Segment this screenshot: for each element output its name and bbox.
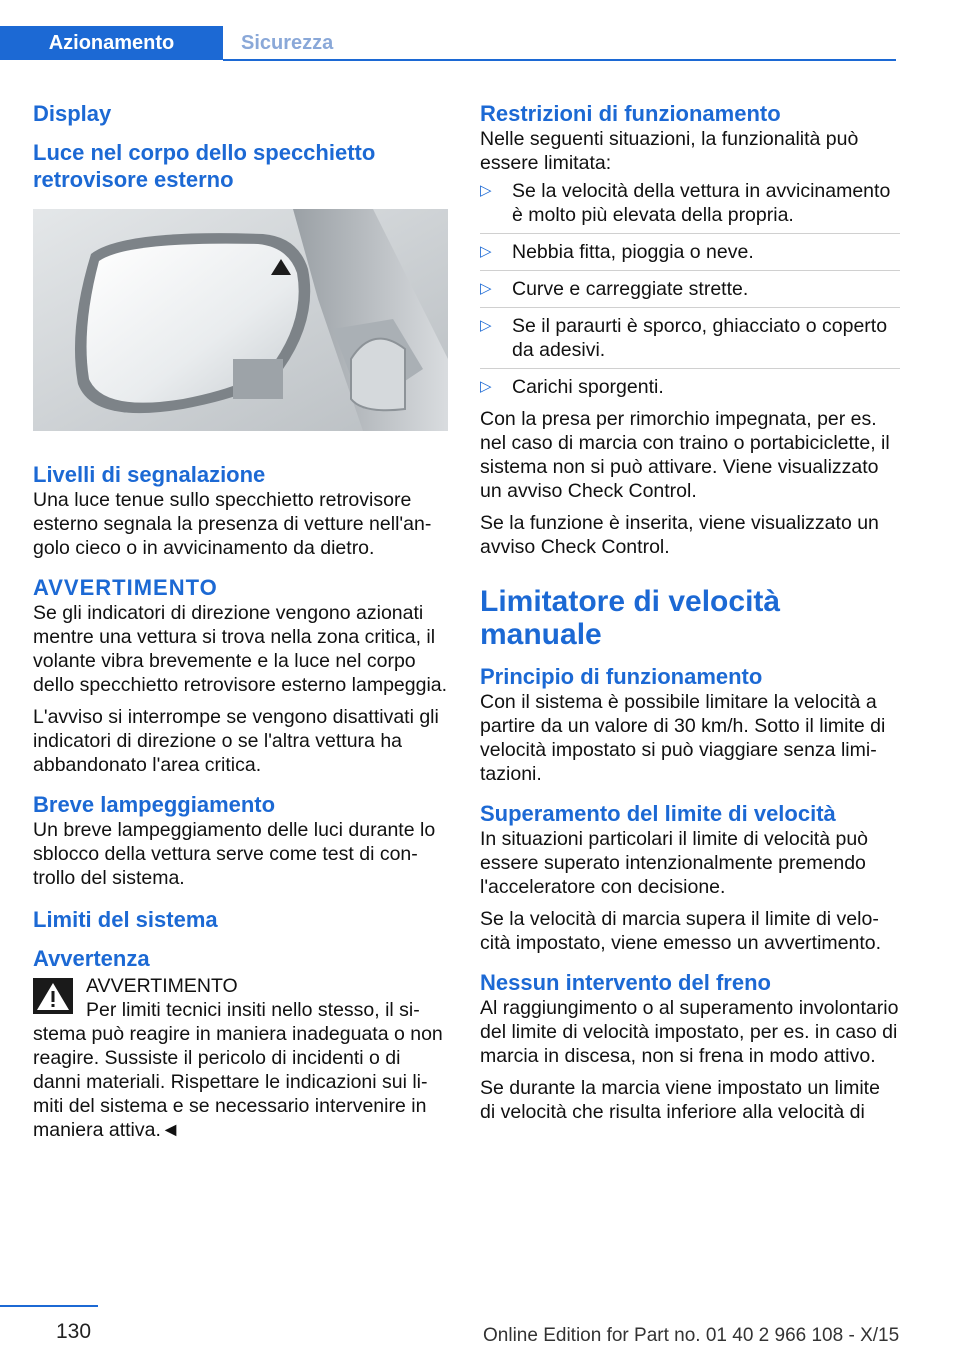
heading-levels: Livelli di segnalazione — [33, 462, 266, 487]
heading-restrictions: Restrizioni di funzionamento — [480, 101, 781, 126]
list-item: ▷ Curve e carreggiate strette. — [480, 278, 749, 300]
tab-sicurezza[interactable]: Sicurezza — [241, 31, 334, 54]
list-item: ▷ Se la velocità della vettura in avvicinamento è molto più elevata della propria. — [480, 180, 891, 226]
warning-box — [33, 974, 448, 998]
heading-mirror-light: Luce nel corpo dello specchietto retrovisore esterno — [33, 140, 376, 192]
heading-notice: Avvertenza — [33, 946, 150, 971]
text-trailer: Con la presa per rimorchio impegnata, per es. nel caso di marcia con traino o portabiciclette, il sistema non si può attivare. Viene visualizzato un avviso Check Control. — [480, 408, 890, 502]
heading-principle: Principio di funzionamento — [480, 664, 763, 689]
heading-limiter: Limitatore di velocità manuale — [480, 585, 781, 651]
heading-limits: Limiti del sistema — [33, 907, 218, 932]
text-levels: Una luce tenue sullo specchietto retrovisore esterno segnala la presenza di vetture nell'angolo cieco o in avvicinamento da dietro. — [33, 489, 432, 559]
heading-brake: Nessun intervento del freno — [480, 970, 771, 995]
warning-box-title: AVVERTIMENTO — [86, 975, 238, 997]
text-active: Se la funzione è inserita, viene visualizzato un avviso Check Control. — [480, 512, 879, 558]
tab-azionamento[interactable]: Azionamento — [0, 26, 223, 60]
text-exceed-2: Se la velocità di marcia supera il limite di velocità impostato, viene emesso un avvertimento. — [480, 908, 882, 954]
text-principle: Con il sistema è possibile limitare la velocità a partire da un valore di 30 km/h. Sotto il limite di velocità impostato si può viaggiare senza limitazioni. — [480, 691, 886, 785]
tab-divider-line — [223, 59, 896, 61]
header-tabs — [0, 26, 896, 62]
triangle-bullet-icon: ▷ — [480, 280, 492, 297]
edition-text: Online Edition for Part no. 01 40 2 966 108 - X/15 — [483, 1325, 900, 1346]
text-brake-1: Al raggiungimento o al superamento involontario del limite di velocità impostato, per es. in caso di marcia in discesa, non si frena in modo attivo. — [480, 997, 899, 1067]
warning-box-text: Per limiti tecnici insiti nello stesso, il sistema può reagire in maniera inadeguata o non reagire. Sussiste il pericolo di incidenti o di danni materiali. Rispettare le indicazioni sui limiti del sistema e se necessario intervenire in maniera attiva.◄ — [33, 999, 443, 1141]
mirror-illustration — [33, 209, 448, 431]
right-column — [480, 100, 900, 1124]
triangle-bullet-icon: ▷ — [480, 317, 492, 334]
triangle-bullet-icon: ▷ — [480, 378, 492, 395]
heading-exceed: Superamento del limite di velocità — [480, 801, 836, 826]
text-warning-2: L'avviso si interrompe se vengono disattivati gli indicatori di direzione o se l'altra vettura ha abbandonato l'area critica. — [33, 706, 439, 776]
restrictions-list — [480, 179, 900, 399]
text-restrictions: Nelle seguenti situazioni, la funzionalità può essere limitata: — [480, 128, 859, 174]
footer-line — [0, 1305, 98, 1307]
heading-display: Display — [33, 101, 112, 126]
text-warning-1: Se gli indicatori di direzione vengono azionati mentre una vettura si trova nella zona critica, il volante vibra brevemente e la luce nel corpo dello specchietto retrovisore esterno lampeggia. — [33, 602, 448, 696]
page-number: 130 — [56, 1320, 92, 1343]
left-column — [33, 100, 448, 1142]
list-item: ▷ Se il paraurti è sporco, ghiacciato o coperto da adesivi. — [480, 315, 888, 361]
heading-warning: AVVERTIMENTO — [33, 575, 218, 600]
text-exceed-1: In situazioni particolari il limite di velocità può essere superato intenzionalmente premendo l'acceleratore con decisione. — [480, 828, 869, 898]
triangle-bullet-icon: ▷ — [480, 182, 492, 199]
list-item: ▷ Nebbia fitta, pioggia o neve. — [480, 241, 754, 263]
heading-flash: Breve lampeggiamento — [33, 792, 276, 817]
text-flash: Un breve lampeggiamento delle luci durante lo sblocco della vettura serve come test di controllo del sistema. — [33, 819, 436, 889]
warning-triangle-icon — [33, 978, 73, 1014]
text-brake-2: Se durante la marcia viene impostato un limite di velocità che risulta inferiore alla velocità di — [480, 1077, 880, 1123]
list-item: ▷ Carichi sporgenti. — [480, 376, 664, 398]
triangle-bullet-icon: ▷ — [480, 243, 492, 260]
